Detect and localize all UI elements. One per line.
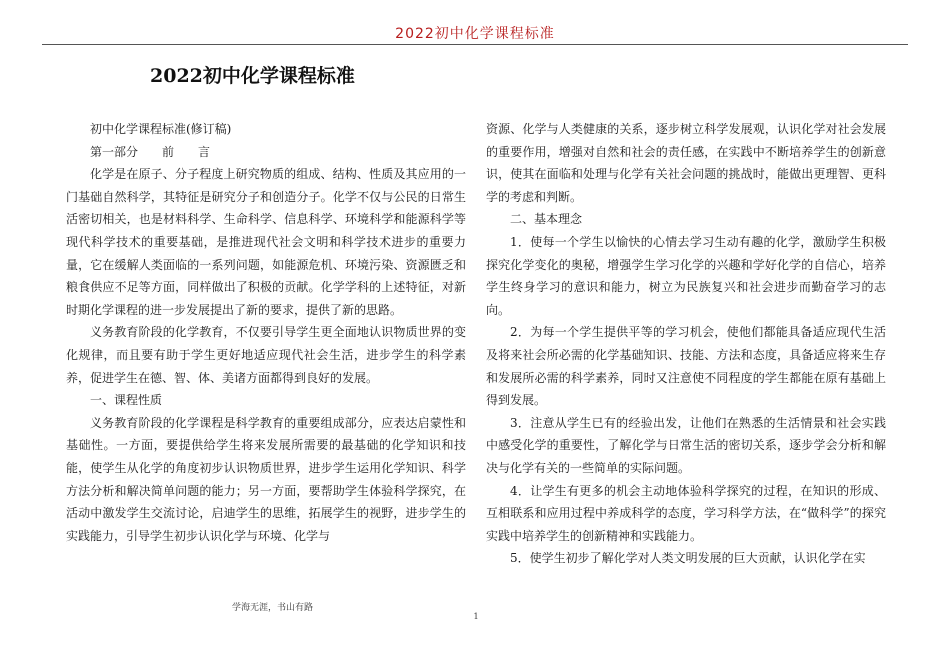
header-title: 2022初中化学课程标准 (395, 26, 555, 42)
page-number: 1 (473, 612, 479, 621)
paragraph: 一、课程性质 (90, 393, 163, 408)
paragraph: 义务教育阶段的化学课程是科学教育的重要组成部分，应表达启蒙性和基础性。一方面，要提供给学生将来发展所需要的最基础的化学知识和技能，使学生从化学的角度初步认识物质世界，进步学生运用化学知识、科学方法分析和解决简单问题的能力；另一方面，要帮助学生体验科学探究，在活动中激发学生交流讨论，启迪学生的思维，拓展学生的视野，进步学生的实践能力，引导学生初步认识化学与环境、化学与 (66, 415, 466, 543)
header-divider (42, 44, 908, 45)
paragraph: 初中化学课程标准(修订稿) (90, 122, 232, 136)
paragraph: 义务教育阶段的化学教育，不仅要引导学生更全面地认识物质世界的变化规律，而且要有助于学生更好地适应现代社会生活，进步学生的科学素养，促进学生在德、智、体、美诸方面都得到良好的发展。 (66, 325, 466, 385)
document-title: 2022初中化学课程标准 (150, 65, 355, 87)
paragraph: 1．使每一个学生以愉快的心情去学习生动有趣的化学，激励学生积极探究化学变化的奥秘，增强学生学习化学的兴趣和学好化学的自信心，培养学生终身学习的意识和能力，树立为民族复兴和社会进步而勤奋学习的志向。 (486, 234, 886, 317)
page-header (0, 0, 950, 46)
paragraph: 3．注意从学生已有的经验出发，让他们在熟悉的生活情景和社会实践中感受化学的重要性，了解化学与日常生活的密切关系，逐步学会分析和解决与化学有关的一些简单的实际问题。 (486, 415, 886, 475)
paragraph: 二、基本理念 (510, 212, 583, 227)
footer-motto: 学海无涯，书山有路 (232, 603, 314, 613)
paragraph: 4．让学生有更多的机会主动地体验科学探究的过程，在知识的形成、互相联系和应用过程中养成科学的态度，学习科学方法，在“做科学”的探究实践中培养学生的创新精神和实践能力。 (486, 483, 886, 543)
paragraph: 化学是在原子、分子程度上研究物质的组成、结构、性质及其应用的一门基础自然科学，其特征是研究分子和创造分子。化学不仅与公民的日常生活密切相关，也是材料科学、生命科学、信息科学、环境科学和能源科学等现代科学技术的重要基础，是推进现代社会文明和科学技术进步的重要力量，它在缓解人类面临的一系列问题，如能源危机、环境污染、资源匮乏和粮食供应不足等方面，同样做出了积极的贡献。化学学科的上述特征，对新时期化学课程的进一步发展提出了新的要求，提供了新的思路。 (66, 167, 466, 317)
paragraph: 第一部分 前 言 (90, 144, 211, 159)
paragraph: 5．使学生初步了解化学对人类文明发展的巨大贡献，认识化学在实 (510, 551, 866, 566)
left-column (66, 118, 466, 547)
paragraph: 资源、化学与人类健康的关系，逐步树立科学发展观，认识化学对社会发展的重要作用，增强对自然和社会的责任感，在实践中不断培养学生的创新意识，使其在面临和处理与化学有关社会问题的挑战时，能做出更理智、更科学的考虑和判断。 (486, 122, 886, 204)
paragraph: 2．为每一个学生提供平等的学习机会，使他们都能具备适应现代生活及将来社会所必需的化学基础知识、技能、方法和态度，具备适应将来生存和发展所必需的科学素养，同时又注意使不同程度的学生都能在原有基础上得到发展。 (486, 325, 886, 408)
right-column (486, 118, 886, 570)
